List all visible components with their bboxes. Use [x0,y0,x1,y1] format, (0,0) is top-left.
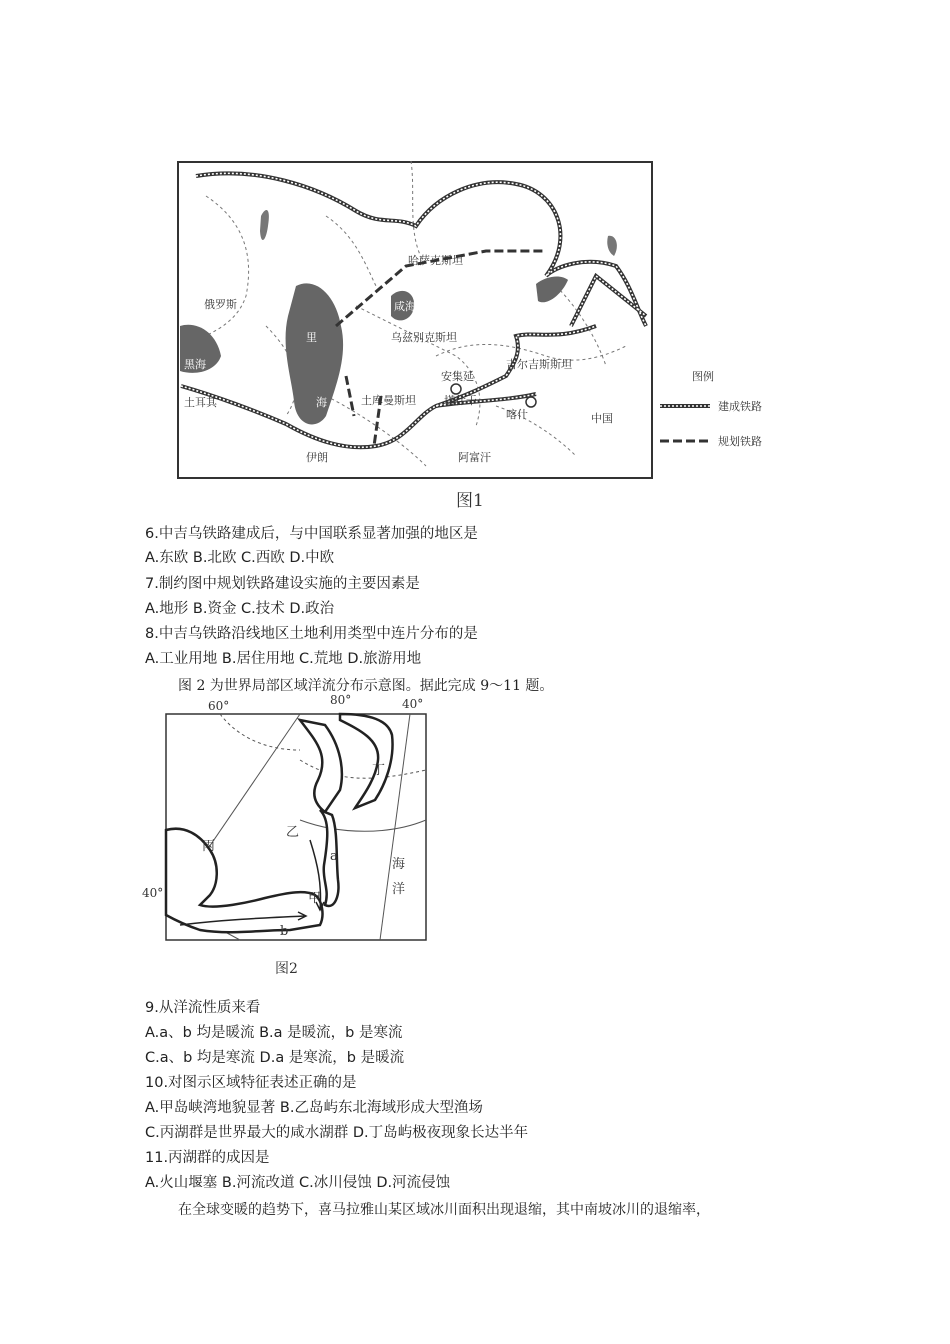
label-afghanistan: 阿富汗 [458,451,491,464]
railway-map [176,156,656,480]
label-kazakhstan: 哈萨克斯坦 [408,254,463,267]
question-9: 9.从洋流性质来看 [145,1000,261,1016]
label-current-a: a [330,849,338,864]
lon-40: 40° [402,697,424,711]
options-6: A.东欧 B.北欧 C.西欧 D.中欧 [145,550,335,566]
question-8: 8.中吉乌铁路沿线地区土地利用类型中连片分布的是 [145,626,478,642]
label-yi: 乙 [286,825,300,840]
figure1-caption: 图1 [456,491,484,511]
label-caspian-hai: 海 [316,396,327,409]
label-black-sea: 黑海 [184,358,206,371]
label-russia: 俄罗斯 [204,298,237,311]
legend-built: 建成铁路 [718,400,762,413]
legend-title: 图例 [692,370,714,383]
label-jia: 甲 [308,891,322,906]
label-aral: 咸海 [394,300,416,313]
label-china: 中国 [591,412,613,425]
question-10: 10.对图示区域特征表述正确的是 [145,1075,357,1091]
options-9-ab: A.a、b 均是暖流 B.a 是暖流，b 是寒流 [145,1025,403,1041]
question-7: 7.制约图中规划铁路建设实施的主要因素是 [145,576,420,592]
question-6: 6.中吉乌铁路建成后，与中国联系显著加强的地区是 [145,526,478,542]
legend-planned: 规划铁路 [718,435,762,448]
options-8: A.工业用地 B.居住用地 C.荒地 D.旅游用地 [145,651,422,667]
label-kyrgyzstan: 吉尔吉斯斯坦 [506,358,572,371]
ocean-current-map [140,690,440,950]
map-legend [660,368,790,458]
question-11: 11.丙湖群的成因是 [145,1150,270,1166]
label-turkmenistan: 土库曼斯坦 [361,394,416,407]
figure2-caption: 图2 [275,961,298,977]
options-9-cd: C.a、b 均是寒流 D.a 是寒流，b 是暖流 [145,1050,405,1066]
label-ding: 丁 [372,763,386,778]
kashgar-dot [526,397,536,407]
options-7: A.地形 B.资金 C.技术 D.政治 [145,601,335,617]
label-yang: 洋 [392,882,406,897]
lat-40: 40° [142,886,164,900]
label-uzbekistan: 乌兹别克斯坦 [391,331,457,344]
label-bing: 丙 [202,839,216,854]
label-caspian-li: 里 [306,331,317,344]
options-11: A.火山堰塞 B.河流改道 C.冰川侵蚀 D.河流侵蚀 [145,1175,451,1191]
lon-60: 60° [208,699,230,713]
label-turkey: 土耳其 [184,396,217,409]
lon-80: 80° [330,693,352,707]
closing-paragraph: 在全球变暖的趋势下，喜马拉雅山某区域冰川面积出现退缩，其中南坡冰川的退缩率， [178,1202,710,1218]
options-10-ab: A.甲岛峡湾地貌显著 B.乙岛屿东北海域形成大型渔场 [145,1100,483,1116]
label-hai: 海 [392,857,406,872]
options-10-cd: C.丙湖群是世界最大的咸水湖群 D.丁岛屿极夜现象长达半年 [145,1125,529,1141]
label-iran: 伊朗 [306,451,328,464]
figure2-intro: 图 2 为世界局部区域洋流分布示意图。据此完成 9～11 题。 [178,678,554,694]
label-tashkent: 塔什干 [444,394,477,407]
andijan-dot [451,384,461,394]
label-kashgar: 喀什 [506,408,528,421]
label-andijan: 安集延 [441,370,474,383]
label-current-b: b [280,924,289,939]
